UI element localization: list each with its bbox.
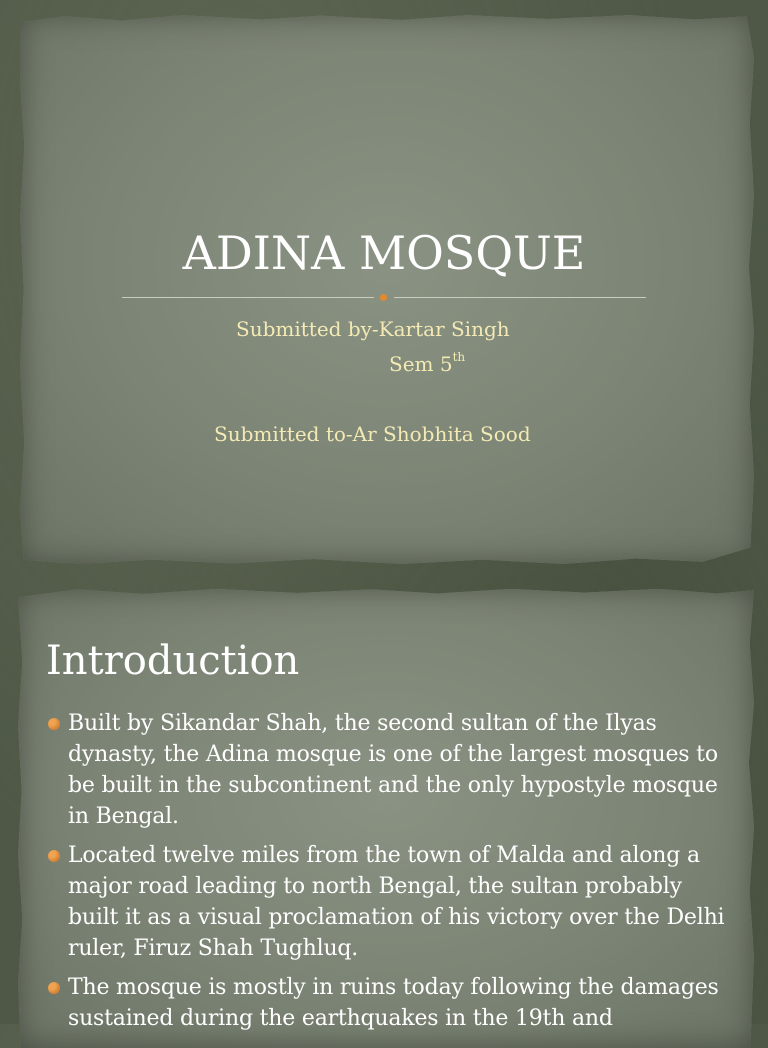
divider-dot-icon xyxy=(380,294,387,301)
submitted-by-text: Submitted by-Kartar Singh xyxy=(236,317,510,341)
bullet-icon xyxy=(48,850,60,862)
semester-superscript: th xyxy=(452,350,466,365)
bullet-icon xyxy=(48,982,60,994)
bullet-text: Located twelve miles from the town of Malda and along a major road leading to north Bengal, the sultan probably built it as a visual proclamation of his victory over the Delhi ruler, Firuz Shah Tughluq. xyxy=(68,843,725,961)
slide-title: ADINA MOSQUE xyxy=(182,226,586,280)
bullet-item xyxy=(46,840,726,964)
bullet-text: Built by Sikandar Shah, the second sultan of the Ilyas dynasty, the Adina mosque is one of the largest mosques to be built in the subcontinent and the only hypostyle mosque in Bengal. xyxy=(68,711,718,829)
paper-background xyxy=(20,14,754,564)
bullet-icon xyxy=(48,718,60,730)
bullet-item xyxy=(46,972,726,1034)
bullet-text: The mosque is mostly in ruins today following the damages sustained during the earthquakes in the 19th and xyxy=(68,975,719,1031)
title-divider-right xyxy=(394,297,646,298)
bullet-item xyxy=(46,708,726,832)
bullet-list xyxy=(46,708,726,1042)
semester-label: Sem 5 xyxy=(389,352,453,376)
submitted-to-text: Submitted to-Ar Shobhita Sood xyxy=(214,422,531,446)
introduction-slide xyxy=(0,580,768,1031)
slide-heading: Introduction xyxy=(46,638,300,684)
title-divider-left xyxy=(122,297,374,298)
semester-text xyxy=(389,352,465,376)
